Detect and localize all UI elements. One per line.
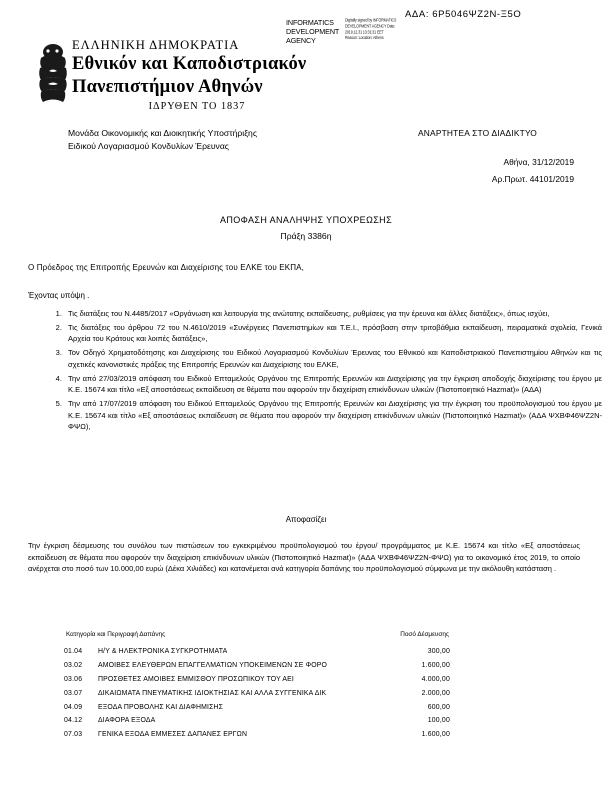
cell-description: ΠΡΟΣΘΕΤΕΣ ΑΜΟΙΒΕΣ ΕΜΜΙΣΘΟΥ ΠΡΟΣΩΠΙΚΟΥ ΤΟΥ ΑΕΙ: [98, 675, 294, 683]
ada-number: ΑΔΑ: 6Ρ5046ΨΖ2Ν-Ξ5Ο: [405, 9, 522, 20]
cell-amount: 2.000,00: [421, 689, 450, 697]
table-header-row: [62, 630, 450, 645]
letterhead-university-line2: Πανεπιστήμιον Αθηνών: [72, 77, 263, 97]
list-item: 2. Τις διατάξεις του άρθρου 72 του Ν.4610/2019 «Συνέργειες Πανεπιστημίων και Τ.Ε.Ι., πρόσβαση στην τριτοβάθμια εκπαίδευση, πειραματικά σχολεία, Γενικά Αρχεία του Κράτους και λοιπές διατάξεις»,: [64, 322, 602, 345]
column-header-amount: Ποσό Δέσμευσης: [400, 631, 449, 638]
issuer-statement: Ο Πρόεδρος της Επιτροπής Ερευνών και Διαχείρισης του ΕΛΚΕ του ΕΚΠΑ,: [28, 263, 305, 272]
cell-amount: 600,00: [427, 703, 450, 711]
decides-heading: Αποφασίζει: [285, 515, 327, 524]
cell-code: 03.07: [64, 689, 83, 697]
table-row: [62, 700, 450, 714]
table-row: [62, 673, 450, 687]
document-act-number: Πράξη 3386η: [280, 231, 332, 241]
protocol-number: Αρ.Πρωτ. 44101/2019: [491, 174, 574, 184]
letterhead-republic: ΕΛΛΗΝΙΚΗ ΔΗΜΟΚΡΑΤΙΑ: [72, 38, 240, 52]
list-item: 4. Την από 27/03/2019 απόφαση του Ειδικού Επταμελούς Οργάνου της Επιτροπής Ερευνών και Διαχείρισης για την έγκριση αποδοχής διαχείρισης του έργου με Κ.Ε. 15674 και τίτλο «Εξ αποστάσεως εκπαίδευση σε θέματα που αφορούν την διαχείριση επικίνδυνων υλικών (Πιστοποιητικό Hazmat)» (ΑΔΑ): [64, 373, 602, 396]
issuing-unit-line2: Ειδικού Λογαριασμού Κονδυλίων Έρευνας: [68, 140, 229, 151]
table-row: [62, 728, 450, 742]
table-row: [62, 645, 450, 659]
letterhead-founded: ΙΔΡΥΘΕΝ ΤΟ 1837: [148, 101, 246, 112]
publication-notice: ΑΝΑΡΤΗΤΕΑ ΣΤΟ ΔΙΑΔΙΚΤΥΟ: [418, 128, 538, 138]
cell-code: 03.06: [64, 675, 83, 683]
list-item: 5. Την από 17/07/2019 απόφαση του Ειδικού Επταμελούς Οργάνου της Επιτροπής Ερευνών και Διαχείρισης για την έγκριση του προϋπολογισμού του έργου με Κ.Ε. 15674 και τίτλο «Εξ αποστάσεως εκπαίδευση σε θέματα που αφορούν την διαχείριση επικίνδυνων υλικών (Πιστοποιητικό Hazmat)» (ΑΔΑ ΨΧΒΦ46ΨΖ2Ν-ΦΨΩ),: [64, 398, 602, 432]
cell-amount: 1.600,00: [421, 731, 450, 739]
list-item: 3. Τον Οδηγό Χρηματοδότησης και Διαχείρισης του Ειδικού Λογαριασμού Κονδυλίων Έρευνας του Εθνικού και Καποδιστριακού Πανεπιστημίου Αθηνών και τις σχετικές κανονιστικές πράξεις της Επιτροπής Ερευνών και Διαχείρισης του ΕΛΚΕ,: [64, 347, 602, 370]
cell-description: ΔΙΚΑΙΩΜΑΤΑ ΠΝΕΥΜΑΤΙΚΗΣ ΙΔΙΟΚΤΗΣΙΑΣ ΚΑΙ ΑΛΛΑ ΣΥΓΓΕΝΙΚΑ ΔΙΚ: [98, 689, 327, 697]
issuing-unit-line1: Μονάδα Οικονομικής και Διοικητικής Υποστήριξης: [68, 128, 257, 138]
cell-code: 03.02: [64, 662, 83, 670]
column-header-category: Κατηγορία και Περιγραφή Δαπάνης: [66, 631, 166, 638]
stamp-signature-details: Digitally signed by INFORMATICS DEVELOPMENT AGENCY Date: 2019.12.31 13:31:31 EET Reason: Location: Athens: [345, 18, 397, 41]
cell-description: ΑΜΟΙΒΕΣ ΕΛΕΥΘΕΡΩΝ ΕΠΑΓΓΕΛΜΑΤΙΩΝ ΥΠΟΚΕΙΜΕΝΩΝ ΣΕ ΦΟΡΟ: [98, 662, 328, 670]
cell-code: 01.04: [64, 648, 83, 656]
cell-amount: 300,00: [427, 648, 450, 656]
city-and-date: Αθήνα, 31/12/2019: [503, 157, 574, 167]
table-row: [62, 714, 450, 728]
table-body: [62, 645, 450, 741]
letterhead: [72, 38, 402, 112]
cell-description: Η/Υ & ΗΛΕΚΤΡΟΝΙΚΑ ΣΥΓΚΡΟΤΗΜΑΤΑ: [98, 648, 228, 656]
issuing-unit: [68, 127, 257, 152]
list-item: 1. Τις διατάξεις του Ν.4485/2017 «Οργάνωση και λειτουργία της ανώτατης εκπαίδευσης, ρυθμίσεις για την έρευνα και άλλες διατάξεις», όπως ισχύει,: [64, 308, 602, 319]
table-row: [62, 686, 450, 700]
cell-description: ΓΕΝΙΚΑ ΕΞΟΔΑ ΕΜΜΕΣΕΣ ΔΑΠΑΝΕΣ ΕΡΓΩΝ: [98, 731, 248, 739]
legal-basis-list: [38, 308, 602, 435]
publication-info: [418, 128, 588, 184]
decision-paragraph: Την έγκριση δέσμευσης του συνόλου των πιστώσεων του εγκεκριμένου προϋπολογισμού του έργου/ προγράμματος με Κ.Ε. 15674 και τίτλο «Εξ αποστάσεως εκπαίδευση σε θέματα που αφορούν την διαχείριση επικίνδυνων υλικών (Πιστοποιητικό Hazmat)» (ΑΔΑ ΨΧΒΦ46ΨΖ2Ν-ΦΨΩ) για το οικονομικό έτος 2019, το οποίο ανέρχεται στο ποσό των 10.000,00 ευρώ (Δέκα Χιλιάδες) και κατανέμεται ανά κατηγορία δαπάνης του προϋπολογισμού σύμφωνα με την ακόλουθη κατάσταση .: [28, 541, 580, 573]
cell-code: 04.09: [64, 703, 83, 711]
expense-category-table: [62, 630, 450, 741]
document-title: ΑΠΟΦΑΣΗ ΑΝΑΛΗΨΗΣ ΥΠΟΧΡΕΩΣΗΣ: [219, 215, 393, 225]
cell-amount: 1.600,00: [421, 662, 450, 670]
university-crest-icon: [36, 41, 70, 103]
cell-description: ΕΞΟΔΑ ΠΡΟΒΟΛΗΣ ΚΑΙ ΔΙΑΦΗΜΙΣΗΣ: [98, 703, 224, 711]
considering-label: Έχοντας υπόψη .: [28, 291, 90, 300]
cell-code: 07.03: [64, 731, 83, 739]
letterhead-university-line1: Εθνικόν και Καποδιστριακόν: [72, 54, 307, 74]
cell-code: 04.12: [64, 717, 83, 725]
table-row: [62, 659, 450, 673]
cell-amount: 4.000,00: [421, 675, 450, 683]
stamp-agency-name: INFORMATICS DEVELOPMENT AGENCY: [286, 18, 340, 46]
cell-amount: 100,00: [427, 717, 450, 725]
cell-description: ΔΙΑΦΟΡΑ ΕΞΟΔΑ: [98, 717, 156, 725]
